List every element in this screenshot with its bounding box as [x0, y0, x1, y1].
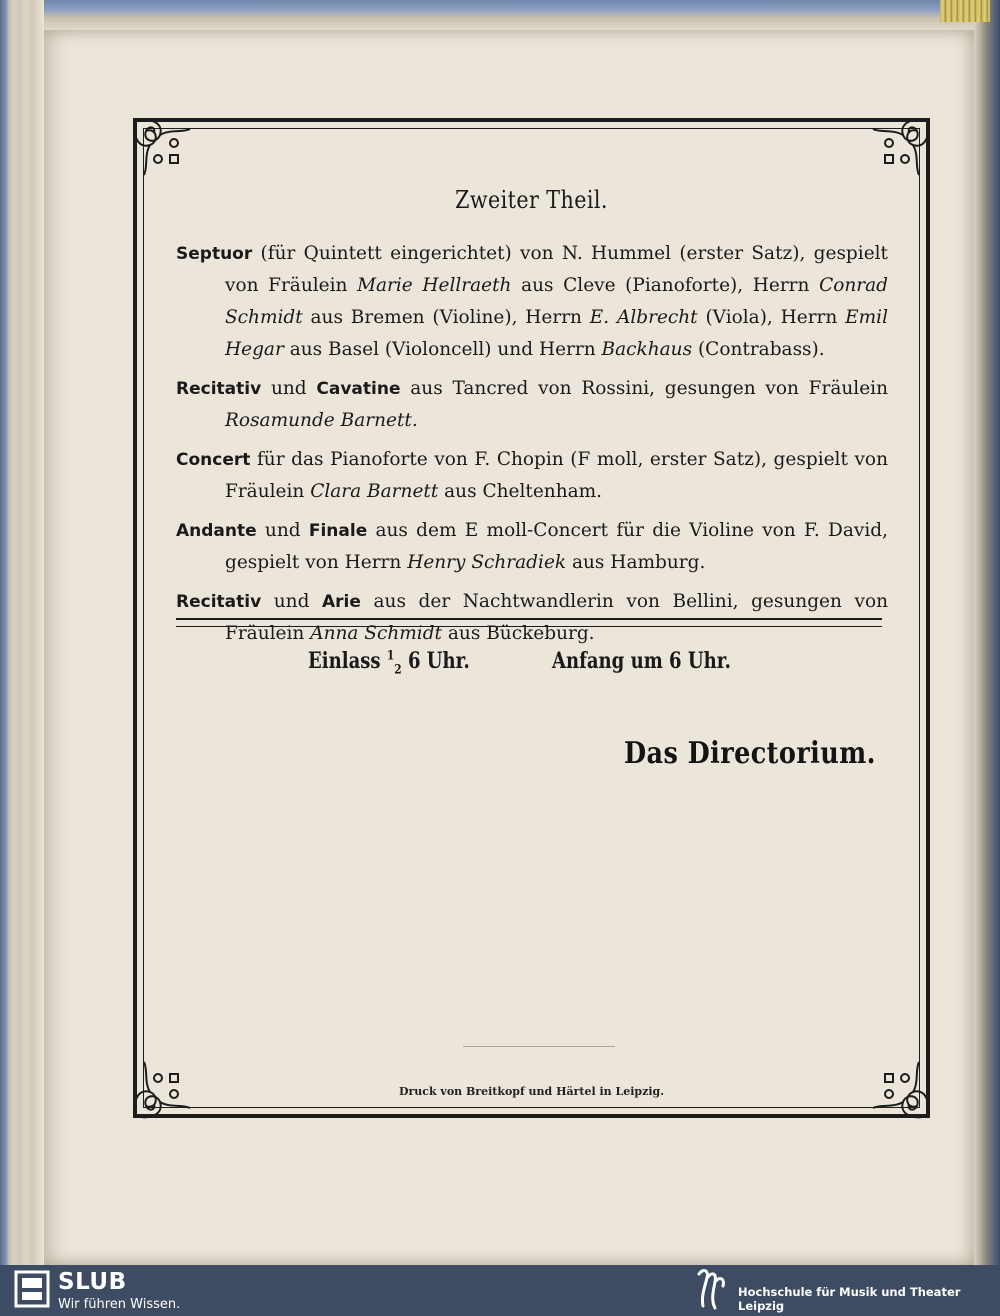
work-title: Cavatine — [316, 379, 401, 399]
performer-name: Anna Schmidt — [310, 623, 442, 644]
bookmark-ribbon — [940, 0, 990, 22]
short-rule — [463, 1046, 615, 1047]
program-entry — [176, 444, 888, 508]
program-entry — [176, 238, 888, 366]
performer-name: Clara Barnett — [310, 481, 439, 502]
program-entry — [176, 373, 888, 437]
hmt-logo-icon — [693, 1266, 729, 1312]
performer-name: Rosamunde Barnett. — [225, 410, 418, 431]
entry-text: (Viola), Herrn — [697, 307, 846, 328]
book-right-edge — [974, 0, 1000, 1265]
signature: Das Directorium. — [624, 736, 876, 771]
entry-text: (für Quintett eingerichtet) von N. Hummel (erster Satz), gespielt von Fräulein — [225, 243, 888, 296]
work-title: Concert — [176, 450, 251, 470]
ornament-corner-top-right-icon — [863, 115, 933, 185]
entry-text: und — [261, 378, 317, 399]
hmt-name: Hochschule für Musik und Theater Leipzig — [738, 1285, 961, 1313]
work-title: Recitativ — [176, 379, 262, 399]
slub-name: SLUB — [58, 1269, 127, 1295]
double-rule-divider — [176, 618, 882, 627]
entry-text: aus der Nachtwandlerin von Bellini, gesungen von Fräulein — [225, 591, 888, 644]
entry-text: aus Basel (Violoncell) und Herrn — [283, 339, 602, 360]
performer-name: Marie Hellraeth — [357, 275, 512, 296]
slub-logo-icon — [12, 1268, 52, 1310]
section-title: Zweiter Theil. — [455, 186, 608, 214]
entry-text: (Contrabass). — [692, 339, 825, 360]
performer-name: Conrad Schmidt — [225, 275, 888, 328]
program-entry — [176, 515, 888, 579]
work-title: Recitativ — [176, 592, 262, 612]
entry-text: für das Pianoforte von F. Chopin (F moll, erster Satz), gespielt von Fräulein — [225, 449, 888, 502]
performer-name: Henry Schradiek — [407, 552, 567, 573]
performer-name: E. Albrecht — [589, 307, 698, 328]
entry-text: aus Bückeburg. — [442, 623, 595, 644]
admission-fraction-numerator: 1 — [386, 648, 395, 664]
entry-text: und — [261, 591, 323, 612]
book-left-edge — [0, 0, 44, 1265]
work-title: Septuor — [176, 244, 253, 264]
performer-name: Backhaus — [601, 339, 693, 360]
work-title: Arie — [322, 592, 361, 612]
work-title: Finale — [308, 521, 368, 541]
entry-text: aus Cleve (Pianoforte), Herrn — [511, 275, 820, 296]
admission-fraction-denominator: 2 — [394, 662, 402, 678]
slub-tagline: Wir führen Wissen. — [58, 1297, 181, 1312]
entry-text: und — [256, 520, 309, 541]
admission-hour: 6 Uhr. — [401, 648, 470, 674]
performer-name: Emil Hegar — [225, 307, 888, 360]
program-list — [176, 238, 888, 657]
book-top-edge — [0, 0, 1000, 32]
entry-text: aus dem E moll-Concert für die Violine von F. David, gespielt von Herrn — [225, 520, 888, 573]
admission-label: Einlass — [308, 648, 387, 674]
ornament-corner-top-left-icon — [130, 115, 200, 185]
entry-text: aus Hamburg. — [566, 552, 706, 573]
work-title: Andante — [176, 521, 257, 541]
admission-time — [308, 648, 470, 677]
start-time: Anfang um 6 Uhr. — [552, 648, 731, 674]
entry-text: aus Bremen (Violine), Herrn — [302, 307, 590, 328]
entry-text: aus Cheltenham. — [438, 481, 603, 502]
printer-credit: Druck von Breitkopf und Härtel in Leipzig. — [398, 1085, 665, 1098]
entry-text: aus Tancred von Rossini, gesungen von Fräulein — [400, 378, 888, 399]
